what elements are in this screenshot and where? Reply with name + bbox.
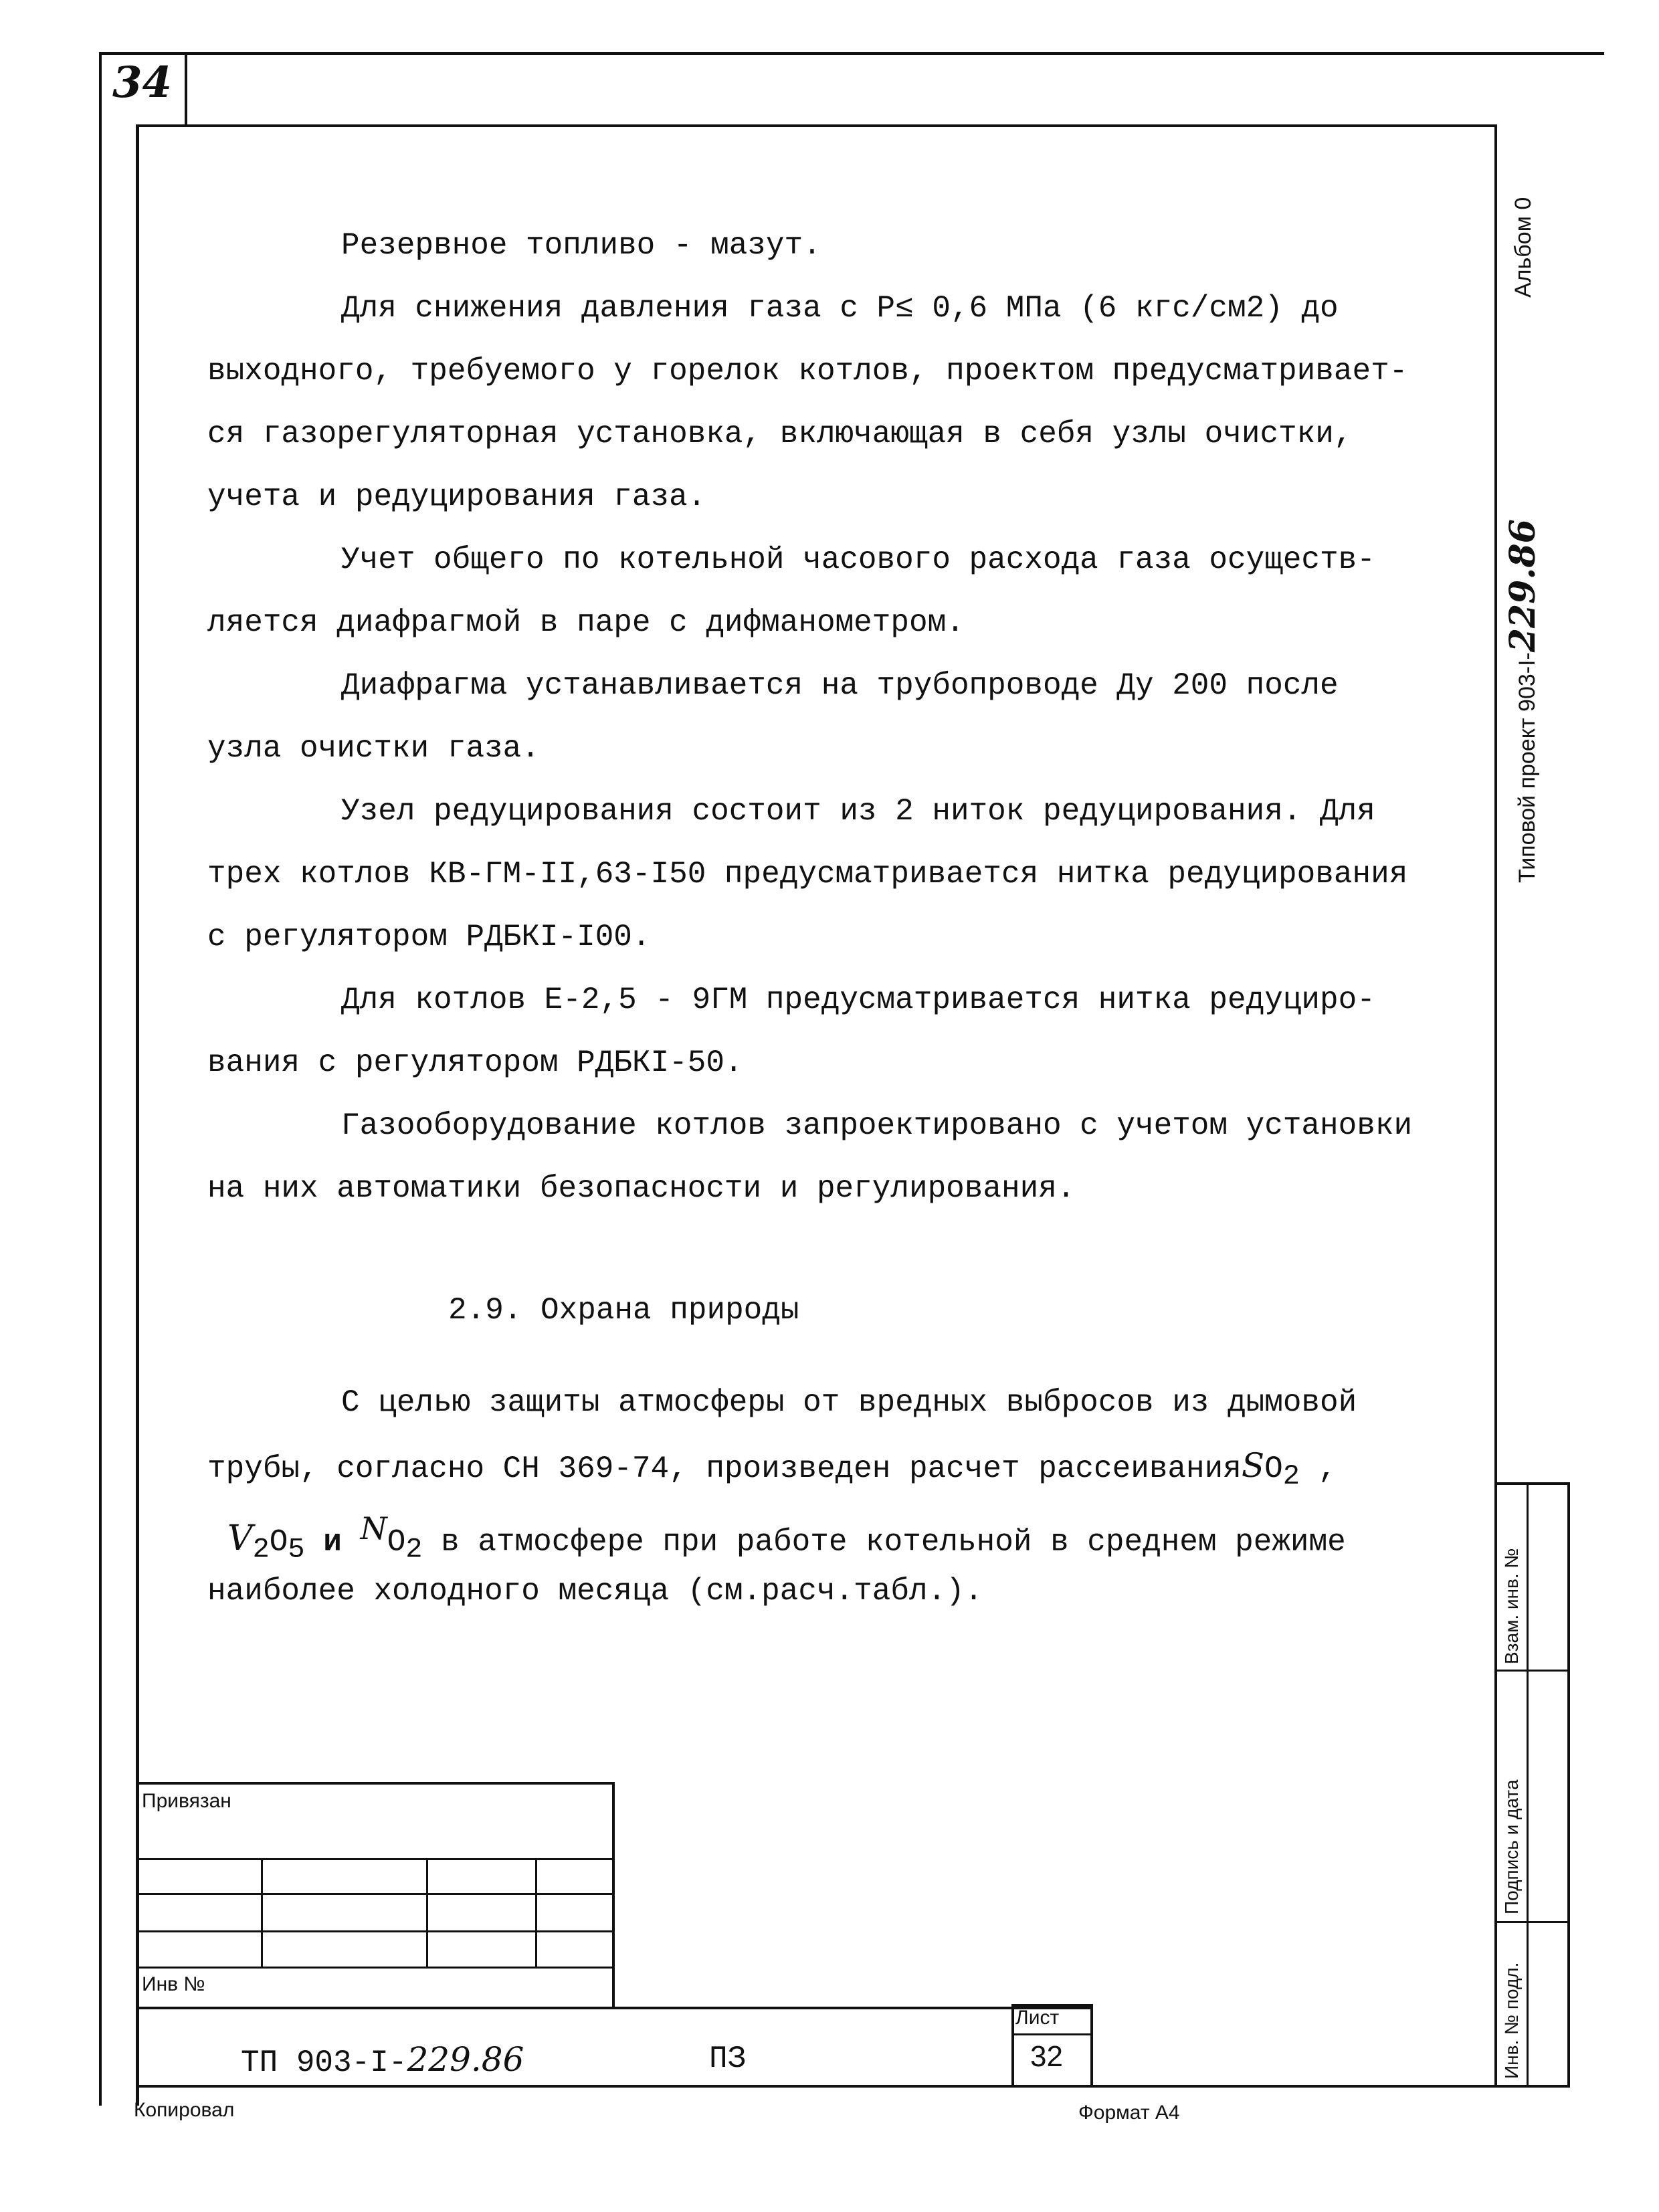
no2-n: N — [360, 1510, 387, 1546]
album-label: Альбом 0 — [1510, 197, 1536, 298]
strip-right — [1567, 1482, 1570, 2088]
env-line-3-text: в атмосфере при работе котельной в среднем режиме — [441, 1524, 1346, 1560]
binding-table-row-3 — [136, 1930, 615, 1932]
no2-sub2: 2 — [405, 1533, 423, 1566]
sheet-box-right — [1090, 2004, 1093, 2088]
binding-table-right — [612, 1782, 615, 2009]
binding-table-top — [136, 1782, 615, 1785]
body-line: на них автоматики безопасности и регулирования. — [207, 1171, 1076, 1206]
frame-left-inner — [136, 126, 139, 2106]
binding-table-row-1 — [136, 1858, 615, 1860]
doc-code: ПЗ — [709, 2041, 747, 2076]
body-line: Диафрагма устанавливается на трубопроводе Ду 200 после — [341, 668, 1339, 703]
v2o5-sub5: 5 — [288, 1533, 305, 1566]
privyazan-label: Привязан — [142, 1790, 231, 1812]
binding-table-col-1 — [261, 1858, 263, 1968]
vzam-inv-label: Взам. инв. № — [1501, 1548, 1522, 1664]
doc-number: 229.86 — [407, 2040, 524, 2079]
format-label: Формат А4 — [1078, 2102, 1180, 2124]
body-line: ся газорегуляторная установка, включающая в себя узлы очистки, — [207, 417, 1353, 451]
and-word: и — [323, 1524, 342, 1560]
so2-o: O — [1264, 1451, 1283, 1486]
strip-divider-2 — [1494, 1921, 1569, 1923]
binding-table-col-2 — [426, 1858, 428, 1968]
project-stamp-prefix: Типовой проект 903-I- — [1515, 652, 1540, 883]
inv-podl-label: Инв. № подл. — [1501, 1962, 1522, 2079]
no2-o: O — [387, 1524, 406, 1560]
project-stamp-number: 229.86 — [1502, 519, 1543, 653]
frame-bottom — [136, 2085, 1497, 2088]
binding-table-row-4 — [136, 1967, 615, 1969]
strip-bottom — [1494, 2085, 1569, 2088]
body-line: узла очистки газа. — [207, 731, 540, 766]
body-line: учета и редуцирования газа. — [207, 480, 706, 514]
title-block-top — [136, 2007, 1092, 2009]
v2o5-o: O — [269, 1524, 288, 1560]
sheet-box-left — [1011, 2004, 1014, 2088]
page-number-box-top — [99, 52, 1604, 55]
env-line-1: С целью защиты атмосферы от вредных выбросов из дымовой — [341, 1385, 1357, 1420]
v2o5-sub2: 2 — [252, 1533, 270, 1566]
env-line-4: наиболее холодного месяца (см.расч.табл.). — [207, 1574, 983, 1609]
page-number: 34 — [112, 58, 173, 108]
copied-label: Копировал — [134, 2099, 235, 2121]
doc-prefix: ТП 903-I- — [241, 2045, 407, 2080]
frame-top — [136, 124, 1497, 127]
frame-left-outer — [99, 52, 102, 2106]
section-title: 2.9. Охрана природы — [448, 1293, 799, 1328]
page-number-box-right — [185, 52, 187, 126]
env-line-2-text: трубы, согласно СН 369-74, произведен расчет рассеивания — [207, 1451, 1242, 1486]
so2-comma: , — [1318, 1451, 1337, 1486]
so2-s: S — [1241, 1446, 1265, 1485]
body-line: вания с регулятором РДБКI-50. — [207, 1045, 743, 1080]
body-line: трех котлов КВ-ГМ-II,63-I50 предусматривается нитка редуцирования — [207, 857, 1408, 892]
v2o5-v: V — [227, 1518, 253, 1559]
binding-table-row-2 — [136, 1893, 615, 1895]
strip-top — [1494, 1482, 1569, 1485]
sheet-box-divider — [1011, 2033, 1093, 2035]
body-line: Учет общего по котельной часового расхода газа осуществ- — [341, 542, 1375, 577]
strip-divider-vertical — [1527, 1482, 1529, 2088]
body-line: с регулятором РДБКI-I00. — [207, 920, 651, 954]
sheet-label: Лист — [1015, 2007, 1060, 2029]
body-line: Для котлов Е-2,5 - 9ГМ предусматривается нитка редуциро- — [341, 983, 1375, 1017]
binding-table-col-3 — [535, 1858, 537, 1968]
strip-divider-1 — [1494, 1670, 1569, 1672]
body-line: Газооборудование котлов запроектировано с учетом установки — [341, 1108, 1413, 1143]
sheet-number: 32 — [1030, 2040, 1063, 2073]
podpis-data-label: Подпись и дата — [1501, 1779, 1522, 1914]
doc-designation — [241, 2040, 524, 2080]
so2-subscript: 2 — [1282, 1460, 1300, 1493]
inv-no-label: Инв № — [142, 1973, 205, 1995]
body-line: ляется диафрагмой в паре с дифманометром. — [207, 605, 965, 640]
body-line: выходного, требуемого у горелок котлов, проектом предусматривает- — [207, 354, 1408, 389]
body-line: Резервное топливо - мазут. — [341, 228, 821, 263]
body-line: Узел редуцирования состоит из 2 ниток редуцирования. Для — [341, 794, 1375, 829]
body-line: Для снижения давления газа с Р≤ 0,6 МПа (6 кгс/см2) до — [341, 291, 1339, 326]
